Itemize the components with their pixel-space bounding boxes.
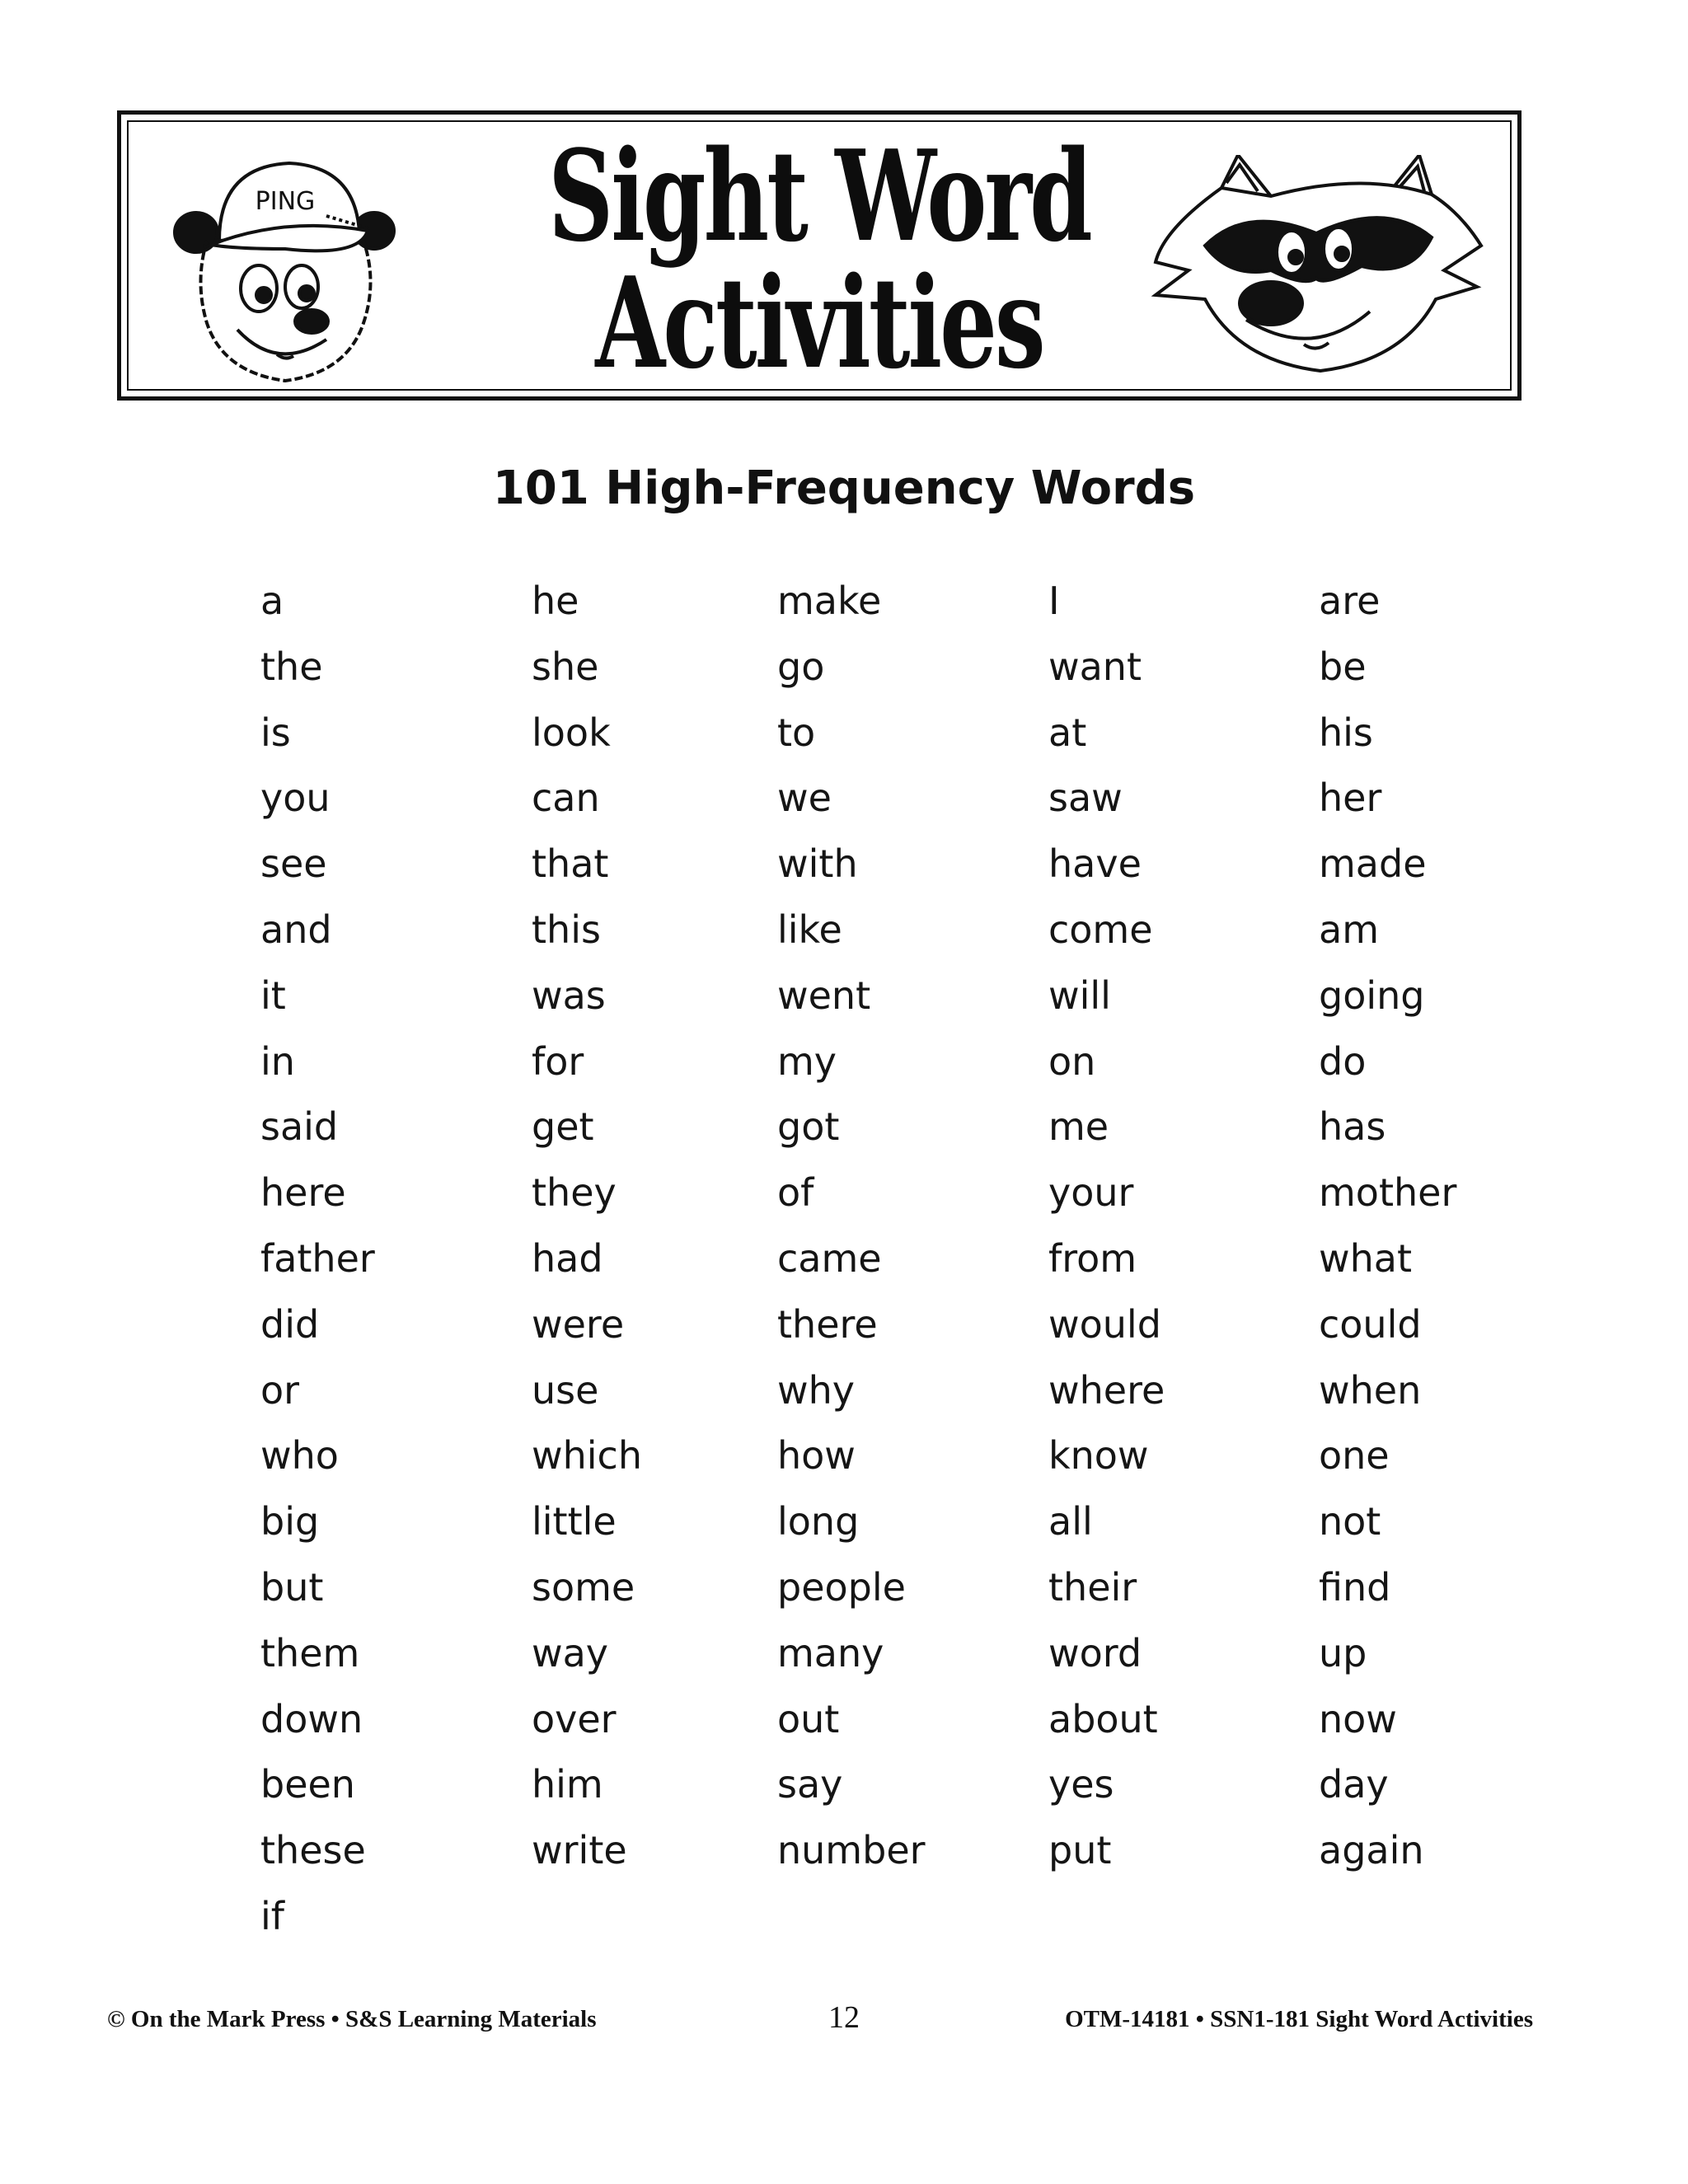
sight-word: on (1048, 1038, 1096, 1084)
sight-word: this (532, 907, 601, 952)
sight-word: they (532, 1170, 617, 1216)
sight-word: for (532, 1038, 584, 1084)
sight-word: which (532, 1433, 643, 1479)
sight-word: your (1048, 1170, 1134, 1216)
sight-word: people (777, 1564, 906, 1610)
sight-word: their (1048, 1564, 1137, 1610)
sight-word: we (777, 776, 832, 821)
sight-word: have (1048, 841, 1142, 887)
sight-word: these (260, 1828, 366, 1873)
sight-word: can (532, 776, 600, 821)
word-column-5 (1319, 569, 1456, 1884)
sight-word: use (532, 1367, 599, 1413)
sight-word: over (532, 1696, 617, 1741)
sight-word: you (260, 776, 331, 821)
sight-word: be (1319, 644, 1367, 689)
sight-word: in (260, 1038, 295, 1084)
sight-word: out (777, 1696, 840, 1741)
sight-word: his (1319, 710, 1373, 755)
word-column-3 (777, 569, 926, 1884)
sight-word: it (260, 972, 286, 1018)
sight-word: were (532, 1301, 625, 1347)
sight-word: with (777, 841, 858, 887)
sight-word: again (1319, 1828, 1424, 1873)
sight-word: he (532, 579, 579, 623)
sight-word: are (1319, 579, 1381, 623)
sight-word: see (260, 841, 327, 887)
sight-word: them (260, 1630, 360, 1675)
sight-word: said (260, 1104, 339, 1150)
sight-word: could (1319, 1301, 1422, 1347)
sight-word: would (1048, 1301, 1161, 1347)
sight-word: is (260, 710, 291, 755)
sight-word: way (532, 1630, 609, 1675)
sight-word: a (260, 579, 284, 623)
sight-word: but (260, 1564, 324, 1610)
footer-product-code: OTM-14181 • SSN1-181 Sight Word Activities (1065, 2006, 1533, 2032)
sight-word: been (260, 1762, 355, 1807)
sight-word: my (777, 1038, 837, 1084)
sight-word: who (260, 1433, 339, 1479)
sight-word: make (777, 579, 882, 623)
sight-word: like (777, 907, 842, 952)
word-list (0, 569, 1688, 1953)
sight-word: her (1319, 776, 1382, 821)
sight-word: what (1319, 1235, 1413, 1281)
sight-word: come (1048, 907, 1153, 952)
sight-word: not (1319, 1499, 1381, 1544)
sight-word: saw (1048, 776, 1123, 821)
sight-word: one (1319, 1433, 1390, 1479)
sight-word: she (532, 644, 599, 689)
sight-word: some (532, 1564, 635, 1610)
sight-word: or (260, 1367, 300, 1413)
sight-word: will (1048, 972, 1111, 1018)
sight-word: about (1048, 1696, 1158, 1741)
sight-word: why (777, 1367, 855, 1413)
sight-word: got (777, 1104, 840, 1150)
title-line-1: Sight Word (548, 122, 1090, 269)
sight-word: get (532, 1104, 594, 1150)
footer-copyright: © On the Mark Press • S&S Learning Materials (107, 2006, 597, 2032)
sight-word: all (1048, 1499, 1093, 1544)
sight-word: up (1319, 1630, 1367, 1675)
sight-word: put (1048, 1828, 1112, 1873)
sight-word: here (260, 1170, 346, 1216)
sight-word: want (1048, 644, 1142, 689)
sight-word: many (777, 1630, 884, 1675)
page-number: 12 (828, 2000, 860, 2035)
title-banner (117, 110, 1522, 401)
sight-word: I (1048, 579, 1060, 623)
sight-word: mother (1319, 1170, 1457, 1216)
sight-word: now (1319, 1696, 1397, 1741)
sight-word: from (1048, 1235, 1137, 1281)
sight-word: yes (1048, 1762, 1114, 1807)
sight-word: has (1319, 1104, 1386, 1150)
sight-word: big (260, 1499, 320, 1544)
sight-word: where (1048, 1367, 1165, 1413)
sight-word: down (260, 1696, 363, 1741)
sight-word: came (777, 1235, 882, 1281)
sight-word: that (532, 841, 609, 887)
sight-word: day (1319, 1762, 1389, 1807)
sight-word: if (260, 1893, 284, 1938)
title-banner-inner (127, 120, 1512, 396)
sight-word: and (260, 907, 332, 952)
sight-word: am (1319, 907, 1379, 952)
sight-word: at (1048, 710, 1087, 755)
sight-word: father (260, 1235, 375, 1281)
cap-text: PING (255, 187, 316, 216)
sight-word: to (777, 710, 816, 755)
page-subtitle: 101 High-Frequency Words (492, 462, 1196, 515)
sight-word: there (777, 1301, 878, 1347)
sight-word: was (532, 972, 606, 1018)
sight-word: know (1048, 1433, 1149, 1479)
sight-word: me (1048, 1104, 1109, 1150)
sight-word: little (532, 1499, 617, 1544)
sight-word: go (777, 644, 825, 689)
sight-word: made (1319, 841, 1427, 887)
sight-word: long (777, 1499, 860, 1544)
sight-word: going (1319, 972, 1425, 1018)
sight-word: say (777, 1762, 843, 1807)
sight-word: went (777, 972, 871, 1018)
sight-word: did (260, 1301, 320, 1347)
word-column-1 (260, 569, 375, 1950)
sight-word: had (532, 1235, 603, 1281)
word-column-4 (1048, 569, 1165, 1884)
sight-word: the (260, 644, 323, 689)
sight-word: number (777, 1828, 926, 1873)
sight-word: of (777, 1170, 814, 1216)
sight-word: do (1319, 1038, 1367, 1084)
sight-word: him (532, 1762, 603, 1807)
sight-word: look (532, 710, 611, 755)
title-line-2: Activities (595, 249, 1043, 396)
word-column-2 (532, 569, 642, 1884)
sight-word: write (532, 1828, 627, 1873)
sight-word: how (777, 1433, 856, 1479)
sight-word: when (1319, 1367, 1422, 1413)
sight-word: word (1048, 1630, 1142, 1675)
sight-word: find (1319, 1564, 1391, 1610)
raccoon-mascot-icon (1147, 155, 1485, 377)
